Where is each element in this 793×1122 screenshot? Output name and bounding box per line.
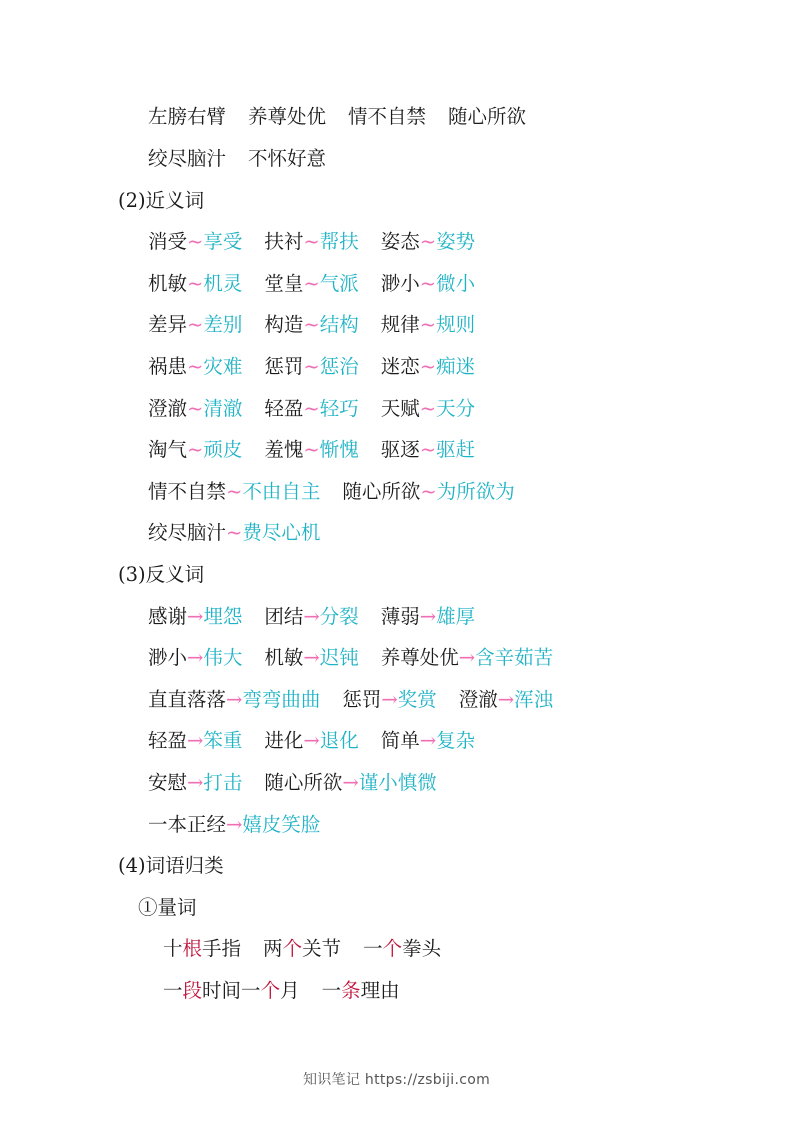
pairs-line <box>148 312 475 338</box>
footer-watermark: 知识笔记 https://zsbiji.com <box>302 1072 491 1088</box>
tilde-marker: ~ <box>303 272 320 295</box>
answer-word: 嬉皮笑脸 <box>242 813 321 836</box>
arrow-marker: → <box>381 688 398 711</box>
source-word: 薄弱 <box>380 605 420 628</box>
tilde-marker: ~ <box>226 480 243 503</box>
phrase-part: 一 <box>363 937 383 960</box>
tilde-marker: ~ <box>419 397 437 420</box>
phrase-part: 一 <box>163 979 183 1002</box>
answer-word: 浑浊 <box>514 688 554 711</box>
measure-word: 个 <box>260 979 281 1002</box>
source-word: 绞尽脑汁 <box>148 521 227 544</box>
source-word: 驱逐 <box>380 438 420 461</box>
answer-word: 伟大 <box>203 646 243 669</box>
answer-word: 含辛茹苦 <box>475 646 554 669</box>
measure-word: 段 <box>182 979 203 1002</box>
measure-phrase <box>363 936 441 962</box>
pairs-line <box>148 645 553 671</box>
word-pair <box>264 271 358 297</box>
answer-word: 天分 <box>436 397 476 420</box>
source-word: 随心所欲 <box>264 771 343 794</box>
arrow-marker: → <box>187 605 204 628</box>
word-pair <box>264 229 358 255</box>
tilde-marker: ~ <box>303 313 320 336</box>
word-pair <box>148 312 242 338</box>
word-pair <box>381 728 475 754</box>
pairs-line <box>148 687 553 713</box>
word-pair <box>148 770 242 796</box>
source-word: 消受 <box>148 230 188 253</box>
arrow-marker: → <box>226 813 243 836</box>
idiom-word: 绞尽脑汁 <box>148 147 227 170</box>
source-word: 随心所欲 <box>342 480 421 503</box>
word-pair <box>264 645 358 671</box>
tilde-marker: ~ <box>226 521 243 544</box>
word-pair <box>381 604 475 630</box>
pairs-line <box>148 229 475 255</box>
tilde-marker: ~ <box>420 480 437 503</box>
source-word: 规律 <box>380 313 420 336</box>
measure-word: 个 <box>282 937 303 960</box>
tilde-marker: ~ <box>187 313 204 336</box>
arrow-marker: → <box>303 729 320 752</box>
word-pair <box>381 271 475 297</box>
word-pair <box>148 437 242 463</box>
measure-word: 根 <box>182 937 203 960</box>
answer-word: 打击 <box>203 771 243 794</box>
answer-word: 迟钝 <box>319 646 359 669</box>
arrow-marker: → <box>497 688 515 711</box>
source-word: 机敏 <box>148 272 188 295</box>
source-word: 扶衬 <box>264 230 304 253</box>
tilde-marker: ~ <box>187 438 204 461</box>
answer-word: 痴迷 <box>436 355 476 378</box>
pairs-line <box>148 396 475 422</box>
pairs-line <box>148 728 475 754</box>
source-word: 渺小 <box>380 272 420 295</box>
answer-word: 奖赏 <box>397 688 437 711</box>
answer-word: 帮扶 <box>319 230 359 253</box>
word-pair <box>381 396 475 422</box>
source-word: 渺小 <box>148 646 188 669</box>
source-word: 姿态 <box>380 230 420 253</box>
answer-word: 清澈 <box>203 397 243 420</box>
answer-word: 雄厚 <box>436 605 476 628</box>
answer-word: 不由自主 <box>242 480 321 503</box>
answer-word: 灾难 <box>203 355 243 378</box>
pairs-line <box>148 520 320 546</box>
word-pair <box>264 312 358 338</box>
idiom-word: 养尊处优 <box>248 105 327 128</box>
answer-word: 气派 <box>319 272 359 295</box>
source-word: 进化 <box>264 729 304 752</box>
measure-word: 个 <box>382 937 403 960</box>
word-pair <box>148 354 242 380</box>
arrow-marker: → <box>419 729 437 752</box>
words-line <box>148 146 326 172</box>
sub-heading: ①量词 <box>138 896 197 919</box>
tilde-marker: ~ <box>419 355 437 378</box>
word-pair <box>264 770 436 796</box>
answer-word: 享受 <box>203 230 243 253</box>
source-word: 机敏 <box>264 646 304 669</box>
phrase-part: 拳头 <box>402 937 442 960</box>
source-word: 团结 <box>264 605 304 628</box>
arrow-marker: → <box>419 605 437 628</box>
word-pair <box>381 229 475 255</box>
pairs-line <box>148 812 320 838</box>
source-word: 澄澈 <box>458 688 498 711</box>
tilde-marker: ~ <box>303 230 320 253</box>
word-pair <box>264 604 358 630</box>
tilde-marker: ~ <box>303 355 320 378</box>
phrases-line <box>163 978 400 1004</box>
word-pair <box>381 437 475 463</box>
word-pair <box>381 354 475 380</box>
source-word: 差异 <box>148 313 188 336</box>
source-word: 堂皇 <box>264 272 304 295</box>
arrow-marker: → <box>458 646 476 669</box>
answer-word: 差别 <box>203 313 243 336</box>
measure-phrase <box>163 936 241 962</box>
arrow-marker: → <box>303 646 320 669</box>
tilde-marker: ~ <box>419 272 437 295</box>
word-pair <box>148 687 320 713</box>
word-pair <box>264 728 358 754</box>
source-word: 惩罚 <box>264 355 304 378</box>
measure-phrase <box>163 978 300 1004</box>
answer-word: 惩治 <box>319 355 359 378</box>
phrase-part: 关节 <box>302 937 342 960</box>
tilde-marker: ~ <box>187 230 204 253</box>
source-word: 情不自禁 <box>148 480 227 503</box>
pairs-line <box>148 271 475 297</box>
answer-word: 笨重 <box>203 729 243 752</box>
tilde-marker: ~ <box>419 438 437 461</box>
answer-word: 谨小慎微 <box>358 771 437 794</box>
source-word: 安慰 <box>148 771 188 794</box>
source-word: 一本正经 <box>148 813 227 836</box>
tilde-marker: ~ <box>303 397 320 420</box>
section-heading: (2)近义词 <box>118 189 205 212</box>
answer-word: 退化 <box>319 729 359 752</box>
word-pair <box>148 520 320 546</box>
word-pair <box>459 687 553 713</box>
word-pair <box>148 728 242 754</box>
tilde-marker: ~ <box>187 355 204 378</box>
arrow-marker: → <box>187 729 204 752</box>
source-word: 感谢 <box>148 605 188 628</box>
word-pair <box>148 271 242 297</box>
answer-word: 为所欲为 <box>436 480 515 503</box>
word-pair <box>342 479 514 505</box>
word-pair <box>381 312 475 338</box>
source-word: 迷恋 <box>380 355 420 378</box>
phrases-line <box>163 936 441 962</box>
section-heading: (4)词语归类 <box>118 854 224 877</box>
answer-word: 复杂 <box>436 729 476 752</box>
idiom-word: 不怀好意 <box>248 147 327 170</box>
phrase-part: 一 <box>241 979 261 1002</box>
word-pair <box>148 396 242 422</box>
phrase-part: 手指 <box>202 937 242 960</box>
arrow-marker: → <box>226 688 243 711</box>
word-pair <box>342 687 436 713</box>
source-word: 淘气 <box>148 438 188 461</box>
source-word: 简单 <box>380 729 420 752</box>
tilde-marker: ~ <box>187 397 204 420</box>
answer-word: 顽皮 <box>203 438 243 461</box>
idiom-word: 情不自禁 <box>348 105 427 128</box>
source-word: 祸患 <box>148 355 188 378</box>
phrase-part: 理由 <box>360 979 400 1002</box>
phrase-part: 月 <box>280 979 300 1002</box>
phrase-part: 十 <box>163 937 183 960</box>
source-word: 羞愧 <box>264 438 304 461</box>
answer-word: 机灵 <box>203 272 243 295</box>
source-word: 轻盈 <box>264 397 304 420</box>
answer-word: 分裂 <box>319 605 359 628</box>
tilde-marker: ~ <box>187 272 204 295</box>
answer-word: 驱赶 <box>436 438 476 461</box>
source-word: 天赋 <box>380 397 420 420</box>
idiom-word: 左膀右臂 <box>148 105 227 128</box>
measure-phrase <box>263 936 341 962</box>
tilde-marker: ~ <box>303 438 320 461</box>
answer-word: 轻巧 <box>319 397 359 420</box>
word-pair <box>148 812 320 838</box>
word-pair <box>264 354 358 380</box>
source-word: 轻盈 <box>148 729 188 752</box>
word-pair <box>264 437 358 463</box>
source-word: 养尊处优 <box>380 646 459 669</box>
source-word: 澄澈 <box>148 397 188 420</box>
answer-word: 埋怨 <box>203 605 243 628</box>
answer-word: 弯弯曲曲 <box>242 688 321 711</box>
measure-word: 条 <box>341 979 361 1002</box>
measure-phrase <box>322 978 400 1004</box>
idiom-word: 随心所欲 <box>448 105 527 128</box>
words-line <box>148 104 526 130</box>
phrase-part: 两 <box>263 937 283 960</box>
word-pair <box>148 479 320 505</box>
arrow-marker: → <box>187 646 204 669</box>
word-pair <box>264 396 358 422</box>
phrase-part: 一 <box>321 979 342 1002</box>
answer-word: 费尽心机 <box>242 521 321 544</box>
pairs-line <box>148 354 475 380</box>
arrow-marker: → <box>342 771 359 794</box>
pairs-line <box>148 770 437 796</box>
answer-word: 规则 <box>436 313 476 336</box>
phrase-part: 时间 <box>202 979 242 1002</box>
answer-word: 惭愧 <box>319 438 359 461</box>
tilde-marker: ~ <box>419 230 437 253</box>
pairs-line <box>148 479 515 505</box>
source-word: 构造 <box>264 313 304 336</box>
subheading-line <box>138 895 197 921</box>
source-word: 直直落落 <box>148 688 227 711</box>
source-word: 惩罚 <box>342 688 382 711</box>
section-heading: (3)反义词 <box>118 563 205 586</box>
answer-word: 结构 <box>319 313 359 336</box>
arrow-marker: → <box>303 605 320 628</box>
heading-line <box>118 188 204 214</box>
heading-line <box>118 562 204 588</box>
word-pair <box>381 645 553 671</box>
pairs-line <box>148 604 475 630</box>
tilde-marker: ~ <box>419 313 437 336</box>
word-pair <box>148 645 242 671</box>
word-pair <box>148 604 242 630</box>
pairs-line <box>148 437 475 463</box>
word-pair <box>148 229 242 255</box>
answer-word: 姿势 <box>436 230 476 253</box>
arrow-marker: → <box>187 771 204 794</box>
heading-line <box>118 853 224 879</box>
answer-word: 微小 <box>436 272 476 295</box>
